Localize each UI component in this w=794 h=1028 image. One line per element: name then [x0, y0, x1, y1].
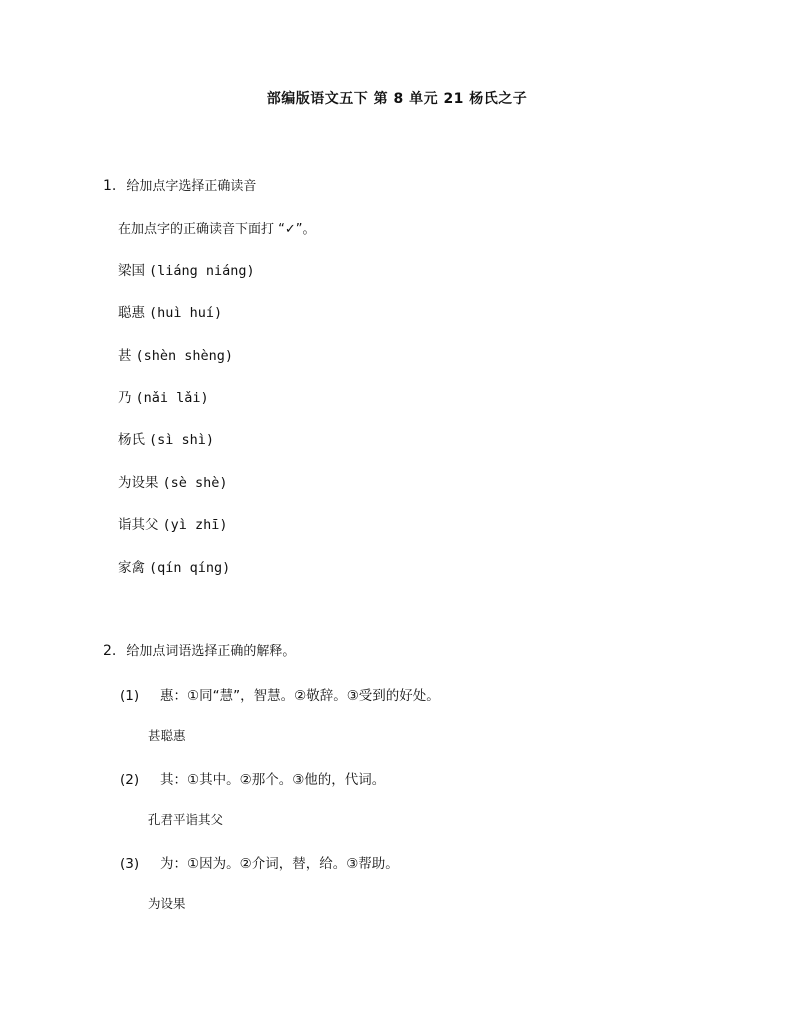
list-item — [118, 386, 209, 406]
item-word: 乃 — [118, 390, 132, 406]
list-item — [118, 301, 222, 321]
list-item — [118, 428, 214, 448]
sub-question-label: (2) — [120, 772, 140, 788]
list-item — [118, 471, 228, 491]
item-word: 诣其父 — [118, 517, 159, 533]
sub-question-example: 甚聪惠 — [148, 728, 186, 743]
item-word: 甚 — [118, 348, 132, 364]
item-word: 聪惠 — [118, 305, 145, 321]
question-text: 给加点词语选择正确的解释。 — [126, 644, 296, 659]
item-pinyin: (huì huí) — [149, 305, 223, 321]
sub-question-example: 孔君平诣其父 — [148, 812, 224, 827]
item-pinyin: (sì shì) — [149, 432, 215, 448]
item-word: 杨氏 — [118, 432, 145, 448]
list-item — [118, 344, 233, 364]
item-pinyin: (sè shè) — [162, 475, 228, 491]
sub-question — [120, 852, 399, 872]
list-item — [118, 259, 255, 279]
sub-question — [120, 768, 385, 788]
item-pinyin: (qín qíng) — [149, 560, 231, 576]
question-1-heading — [103, 175, 256, 194]
question-number: 1. — [103, 178, 117, 194]
list-item — [118, 513, 228, 533]
item-word: 为设果 — [118, 475, 159, 491]
sub-question — [120, 684, 440, 704]
item-pinyin: (shèn shèng) — [135, 348, 234, 364]
item-word: 梁国 — [118, 263, 145, 279]
page-title: 部编版语文五下 第 8 单元 21 杨氏之子 — [266, 91, 528, 107]
sub-question-text: 为：①因为。②介词，替，给。③帮助。 — [160, 856, 399, 872]
item-word: 家禽 — [118, 560, 145, 576]
sub-question-label: (3) — [120, 856, 140, 872]
item-pinyin: (yì zhī) — [162, 517, 228, 533]
question-number: 2. — [103, 643, 117, 659]
sub-question-example: 为设果 — [148, 896, 186, 911]
sub-question-text: 其：①其中。②那个。③他的，代词。 — [160, 772, 386, 788]
list-item — [118, 556, 230, 576]
sub-question-text: 惠：①同“慧”，智慧。②敬辞。③受到的好处。 — [160, 688, 440, 704]
item-pinyin: (liáng niáng) — [149, 263, 255, 279]
sub-question-label: (1) — [120, 688, 140, 704]
question-2-heading — [103, 640, 295, 659]
question-text: 给加点字选择正确读音 — [126, 179, 257, 194]
item-pinyin: (nǎi lǎi) — [135, 390, 209, 406]
question-1-instruction: 在加点字的正确读音下面打 “✓”。 — [118, 222, 316, 237]
